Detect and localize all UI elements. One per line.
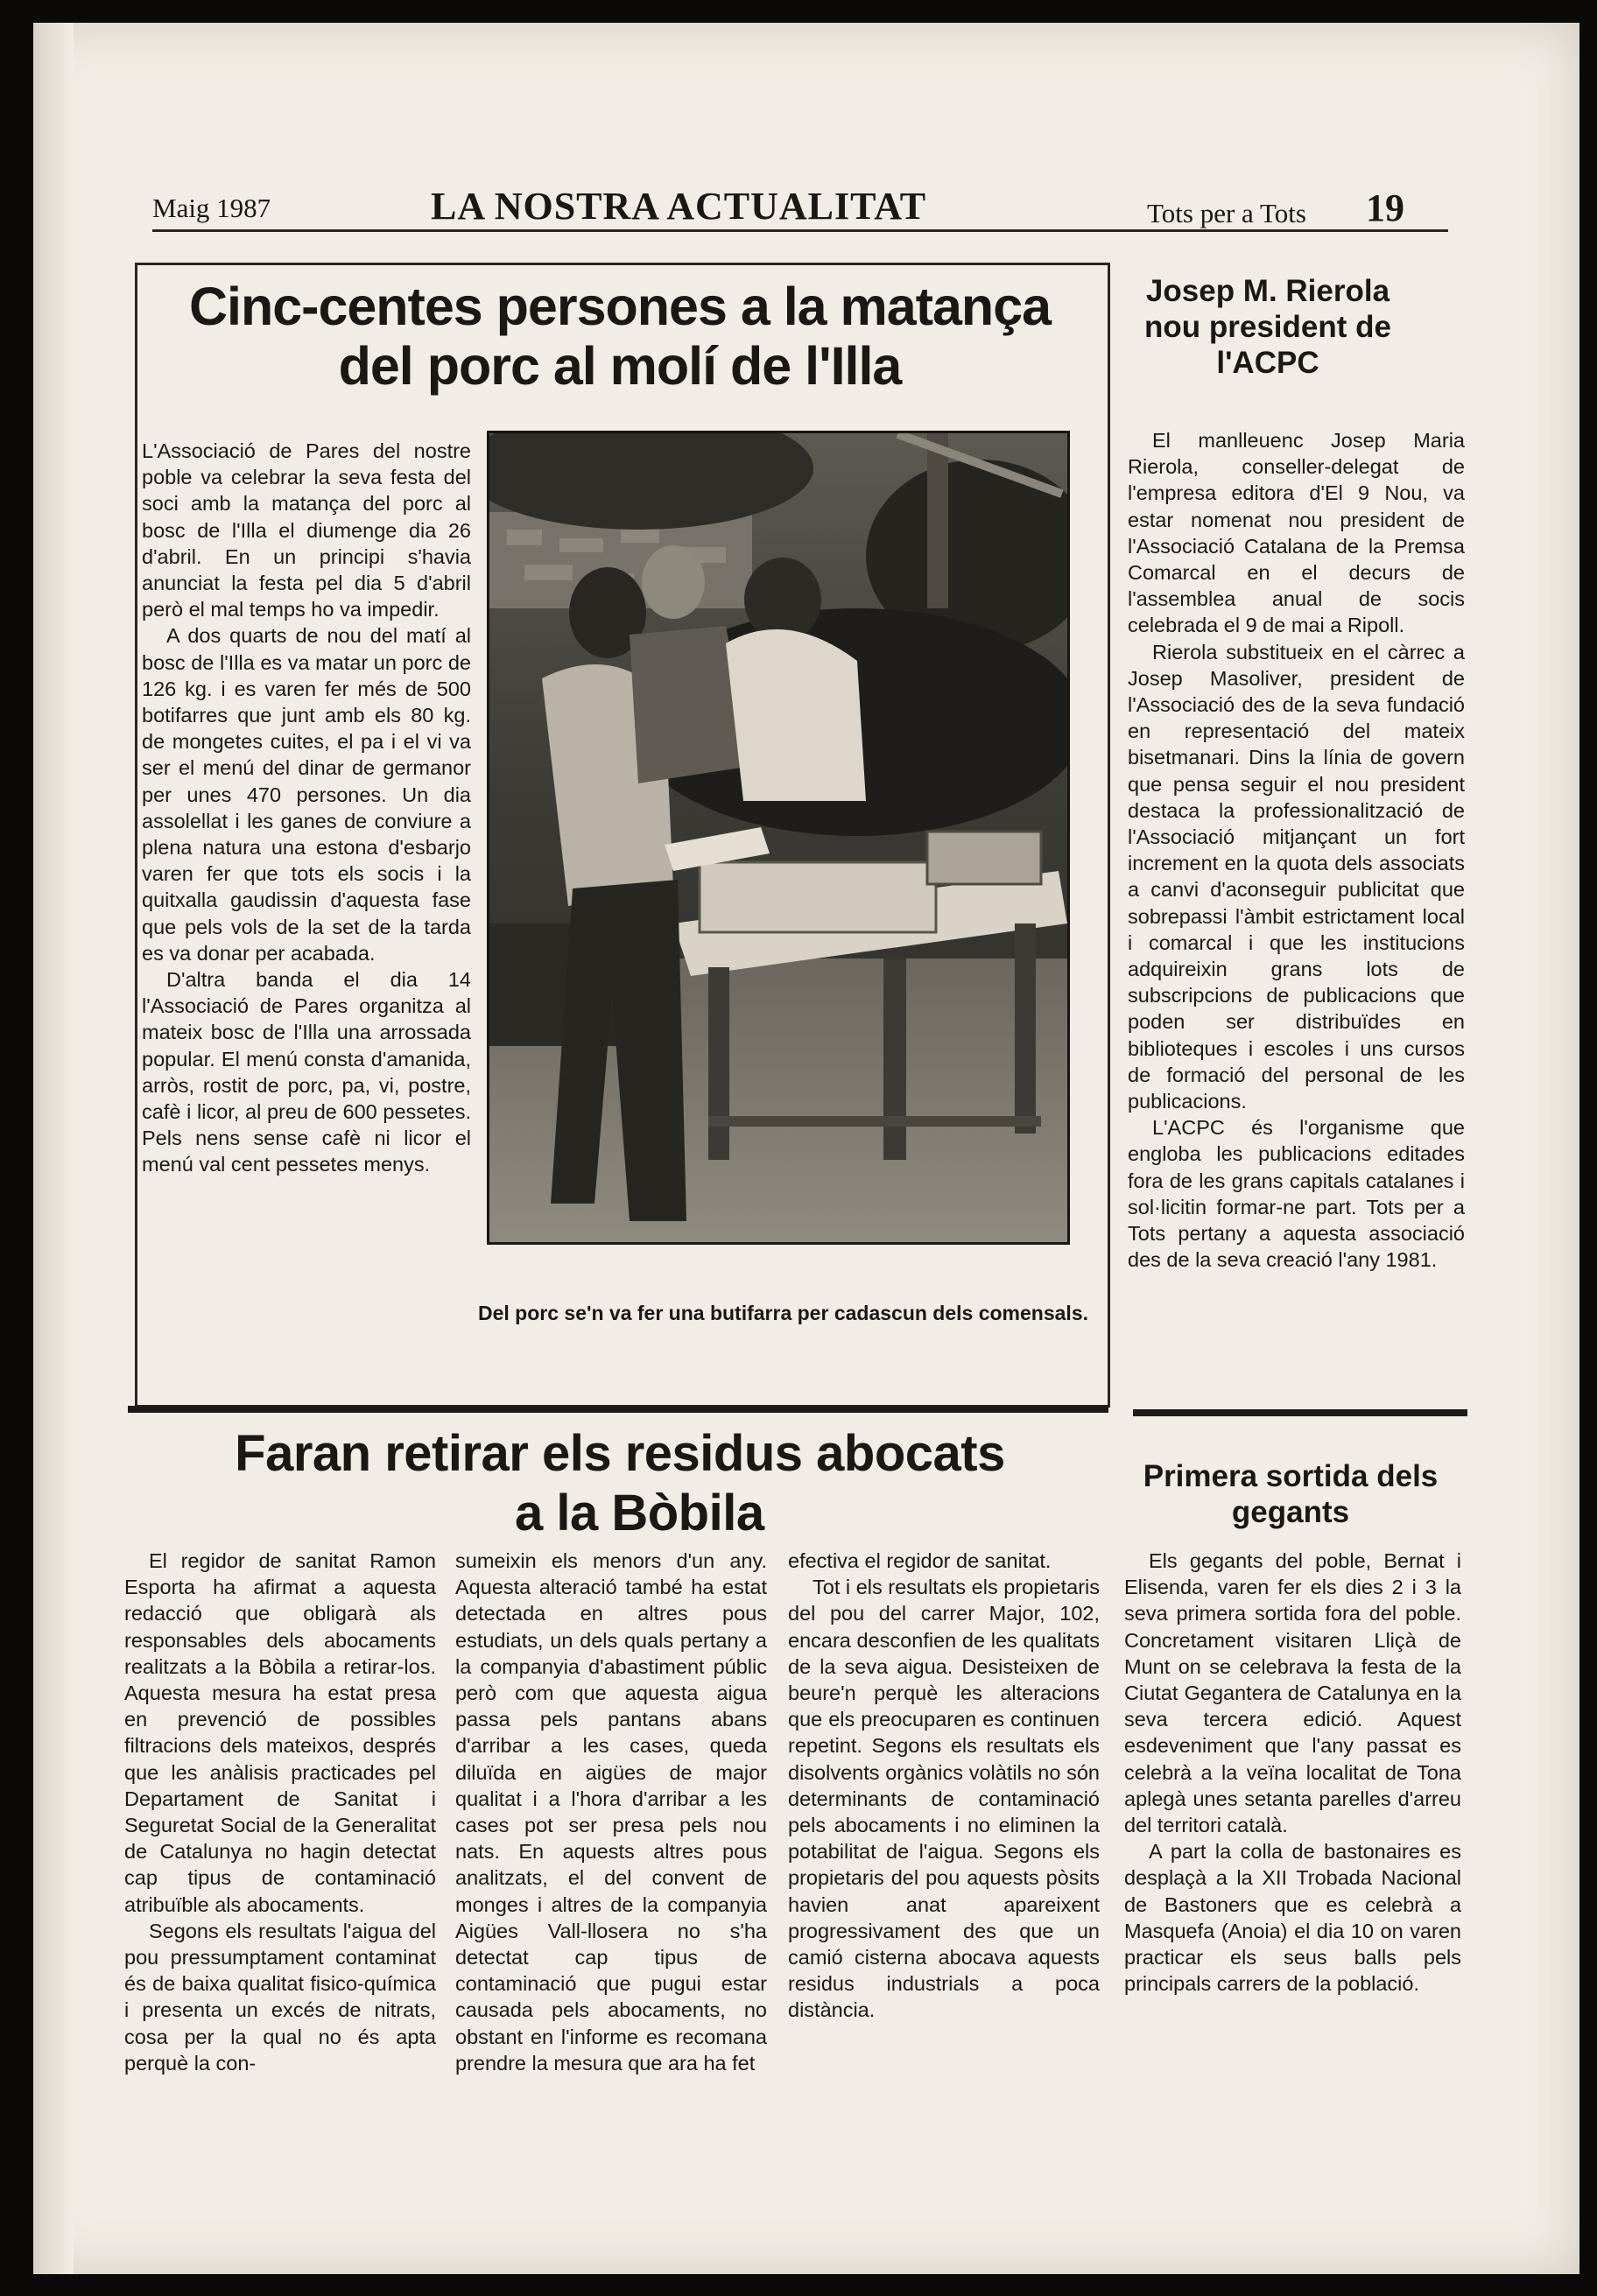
sidebar-divider xyxy=(1133,1409,1467,1416)
main-article-paragraph: A dos quarts de nou del matí al bosc de l'Illa es va matar un porc de 126 kg. i es varen fer més de 500 botifarres que junt amb els 80 kg. de mongetes cuites, el pa i el vi va ser el menú del dinar de germanor per unes 470 persones. Un dia assolellat i les ganes de conviure a plena natura una estona d'esbarjo varen fer que tots els socis i la quitxalla gaudissin d'aquesta fase que pels vols de la set de la tarda es va donar per acabada. xyxy=(142,624,471,965)
issue-date: Maig 1987 xyxy=(152,193,271,223)
residus-paragraph: efectiva el regidor de sanitat. xyxy=(788,1549,1052,1572)
main-article-headline: Cinc-centes persones a la matança del porc al molí de l'Illa xyxy=(188,277,1052,396)
residus-paragraph: El regidor de sanitat Ramon Esporta ha afirmat a aquesta redacció que obligarà als responsables dels abocaments realitzats a la Bòbila a retirar-los. Aquesta mesura ha estat presa en prevenció de possibles filtracions dels mateixos, després que les anàlisis practicades pel Departament de Sanitat i Seguretat Social de la Generalitat de Catalunya no hagin detectat cap tipus de contaminació atribuïble als abocaments. xyxy=(124,1549,436,1916)
photo-caption: Del porc se'n va fer una butifarra per cadascun dels comensals. xyxy=(478,1302,1089,1324)
publication-name: Tots per a Tots xyxy=(1147,198,1306,228)
main-article-paragraph: D'altra banda el dia 14 l'Associació de Pares organitza al mateix bosc de l'Illa una arrossada popular. El menú consta d'amanida, arròs, rostit de porc, pa, vi, postre, cafè i licor, al preu de 600 pessetes. Pels nens sense cafè ni licor el menú val cent pessetes menys. xyxy=(142,968,471,1176)
gegants-article-body xyxy=(1124,1548,1461,1997)
residus-paragraph: Tot i els resultats els propietaris del pou del carrer Major, 102, encara desconfien de les qualitats de la seva aigua. Desisteixen de beure'n perquè les alteracions que els preocuparen es continuen repetint. Segons els resultats els disolvents orgànics volàtils no són determinants de contaminació pels abocaments i no eliminen la potabilitat de l'aigua. Segons els propietaris del pou aquests pòsits havien anat apareixent progressivament des que un camió cisterna abocava aquests residus industrials a poca distància. xyxy=(788,1576,1100,2022)
acpc-paragraph: El manlleuenc Josep Maria Rierola, conseller-delegat de l'empresa editora d'El 9 Nou, va estar nomenat nou president de l'Associació Catalana de la Premsa Comarcal en el decurs de l'assemblea anual de socis celebrada el 9 de mai a Ripoll. xyxy=(1128,429,1465,637)
acpc-paragraph: Rierola substitueix en el càrrec a Josep Masoliver, president de l'Associació des de la seva fundació en representació del mateix bisetmanari. Dins la línia de govern que pensa seguir el nou president destaca la professionalització de l'Associació mitjançant un fort increment en la quota dels associats a canvi d'aconseguir publicitat que sobrepassi l'àmbit estrictament local i comarcal i que les institucions adquireixin grans lots de subscripcions de publicacions que poden ser distribuïdes en biblioteques i escoles i uns cursos de formació del personal de les publicacions. xyxy=(1128,640,1465,1113)
matanca-photo xyxy=(487,431,1070,1245)
residus-column-1 xyxy=(124,1548,436,2076)
residus-headline xyxy=(147,1427,1093,1541)
acpc-paragraph: L'ACPC és l'organisme que engloba les publicacions editades fora de les grans capitals catalanes i sol·licitin formar-ne part. Tots per a Tots pertany a aquesta associació des de la seva creació l'any 1981. xyxy=(1128,1116,1465,1272)
gegants-paragraph: Els gegants del poble, Bernat i Elisenda, varen fer els dies 2 i 3 la seva primera sortida fora del poble. Concretament visitaren Lliçà de Munt on se celebrava la festa de la Ciutat Gegantera de Catalunya en la seva tercera edició. Aquest esdeveniment que l'any passat es celebrà a la veïna localitat de Tona aplegà unes setanta parelles d'arreu del territori català. xyxy=(1124,1549,1461,1837)
residus-column-3 xyxy=(788,1548,1100,2024)
residus-column-2 xyxy=(455,1548,767,2076)
residus-headline-line1: Faran retirar els residus abocats xyxy=(235,1425,1005,1482)
gegants-headline: Primera sortida dels gegants xyxy=(1143,1459,1439,1529)
newspaper-page xyxy=(33,23,1579,2274)
section-title: LA NOSTRA ACTUALITAT xyxy=(431,185,927,228)
residus-paragraph: sumeixin els menors d'un any. Aquesta alteració també ha estat detectada en altres pous estudiats, un dels quals pertany a la companyia d'abastiment públic però com que aquesta aigua passa pels pantans abans d'arribar a les cases, queda diluïda en aigües de major qualitat i a l'hora d'arribar a les cases pot ser presa pels nou nats. En aquests altres pous analitzats, el del convent de monges i altres de la companyia Aigües Vall-llosera no s'ha detectat cap tipus de contaminació que pugui estar causada pels abocaments, no obstant en l'informe es recomana prendre la mesura que ara ha fet xyxy=(455,1549,767,2075)
acpc-headline: Josep M. Rierola nou president de l'ACPC xyxy=(1144,274,1391,380)
residus-paragraph: Segons els resultats l'aigua del pou pressumptament contaminat és de baixa qualitat fisico-química i presenta un excés de nitrats, cosa per la qual no és apta perquè la con- xyxy=(124,1919,436,2075)
acpc-article-body xyxy=(1128,427,1465,1274)
page-spine-shadow xyxy=(33,23,74,2274)
main-article-paragraph: L'Associació de Pares del nostre poble va celebrar la seva festa del soci amb la matança del porc al bosc de l'Illa el diumenge dia 26 d'abril. En un principi s'havia anunciat la festa pel dia 5 d'abril però el mal temps ho va impedir. xyxy=(142,439,471,621)
residus-headline-line2: a la Bòbila xyxy=(515,1485,764,1541)
page-number: 19 xyxy=(1366,186,1404,229)
gegants-paragraph: A part la colla de bastonaires es desplaçà a la XII Trobada Nacional de Bastoners que es celebrà a Masquefa (Anoia) el dia 10 on varen practicar els seus balls pels principals carrers de la població. xyxy=(1124,1840,1461,1996)
main-article-body xyxy=(142,438,471,1178)
section-divider xyxy=(128,1406,1108,1413)
header-rule xyxy=(152,229,1448,232)
